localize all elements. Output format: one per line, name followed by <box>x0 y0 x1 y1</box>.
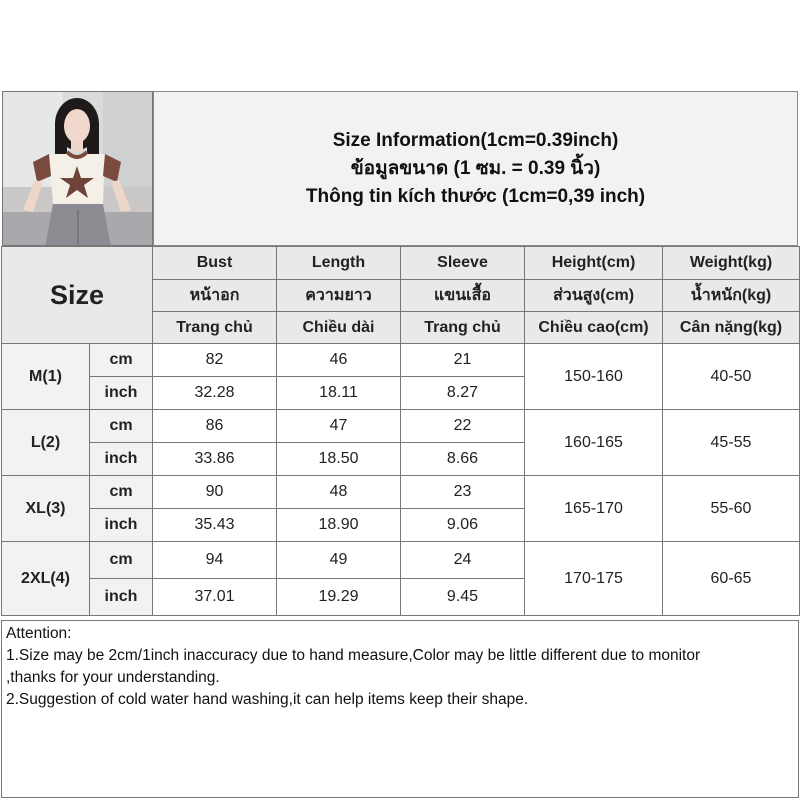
bust-cm: 86 <box>153 410 277 443</box>
height-range: 165-170 <box>525 476 663 542</box>
header-weight: Weight(kg) <box>663 247 800 280</box>
height-range: 170-175 <box>525 542 663 616</box>
length-inch: 19.29 <box>277 579 401 616</box>
height-range: 160-165 <box>525 410 663 476</box>
header-length-vi: Chiều dài <box>277 312 401 344</box>
sleeve-inch: 9.45 <box>401 579 525 616</box>
table-row <box>2 542 800 579</box>
header-height: Height(cm) <box>525 247 663 280</box>
length-cm: 48 <box>277 476 401 509</box>
header-row-english <box>2 247 800 280</box>
sleeve-cm: 21 <box>401 344 525 377</box>
bust-cm: 82 <box>153 344 277 377</box>
unit-inch: inch <box>90 377 153 410</box>
length-cm: 49 <box>277 542 401 579</box>
unit-inch: inch <box>90 443 153 476</box>
sleeve-inch: 8.27 <box>401 377 525 410</box>
bust-inch: 35.43 <box>153 509 277 542</box>
attention-notes <box>1 620 799 798</box>
header-length-thai: ความยาว <box>277 280 401 312</box>
table-row <box>2 344 800 377</box>
bust-inch: 33.86 <box>153 443 277 476</box>
length-cm: 47 <box>277 410 401 443</box>
unit-inch: inch <box>90 509 153 542</box>
title-vietnamese: Thông tin kích thước (1cm=0,39 inch) <box>305 185 646 207</box>
size-table <box>1 246 800 616</box>
attention-note-1: 1.Size may be 2cm/1inch inaccuracy due to hand measure,Color may be little different due to monitor <box>6 647 701 664</box>
header-sleeve: Sleeve <box>401 247 525 280</box>
sleeve-cm: 22 <box>401 410 525 443</box>
header-sleeve-thai: แขนเสื้อ <box>401 280 525 312</box>
size-label: L(2) <box>2 410 90 476</box>
header-height-thai: ส่วนสูง(cm) <box>525 280 663 312</box>
sleeve-cm: 23 <box>401 476 525 509</box>
sleeve-cm: 24 <box>401 542 525 579</box>
weight-range: 60-65 <box>663 542 800 616</box>
unit-cm: cm <box>90 542 153 579</box>
size-label: XL(3) <box>2 476 90 542</box>
header-length: Length <box>277 247 401 280</box>
sleeve-inch: 9.06 <box>401 509 525 542</box>
header-sleeve-vi: Trang chủ <box>401 312 525 344</box>
attention-heading: Attention: <box>6 625 72 642</box>
attention-note-1-cont: ,thanks for your understanding. <box>6 669 220 686</box>
product-photo <box>2 91 153 246</box>
size-header: Size <box>2 247 153 344</box>
unit-cm: cm <box>90 344 153 377</box>
bust-inch: 37.01 <box>153 579 277 616</box>
table-row <box>2 476 800 509</box>
bust-cm: 90 <box>153 476 277 509</box>
length-cm: 46 <box>277 344 401 377</box>
header-bust-vi: Trang chủ <box>153 312 277 344</box>
height-range: 150-160 <box>525 344 663 410</box>
unit-cm: cm <box>90 476 153 509</box>
size-label: M(1) <box>2 344 90 410</box>
header-weight-vi: Cân nặng(kg) <box>663 312 800 344</box>
weight-range: 40-50 <box>663 344 800 410</box>
size-label: 2XL(4) <box>2 542 90 616</box>
bust-cm: 94 <box>153 542 277 579</box>
length-inch: 18.11 <box>277 377 401 410</box>
bust-inch: 32.28 <box>153 377 277 410</box>
weight-range: 55-60 <box>663 476 800 542</box>
title-thai: ข้อมูลขนาด (1 ซม. = 0.39 นิ้ว) <box>350 157 601 179</box>
unit-inch: inch <box>90 579 153 616</box>
header-bust-thai: หน้าอก <box>153 280 277 312</box>
weight-range: 45-55 <box>663 410 800 476</box>
table-row <box>2 410 800 443</box>
title-english: Size Information(1cm=0.39inch) <box>332 129 619 151</box>
unit-cm: cm <box>90 410 153 443</box>
attention-note-2: 2.Suggestion of cold water hand washing,it can help items keep their shape. <box>6 691 529 708</box>
header-bust: Bust <box>153 247 277 280</box>
length-inch: 18.90 <box>277 509 401 542</box>
title-box <box>153 91 798 246</box>
header-weight-thai: น้ำหนัก(kg) <box>663 280 800 312</box>
sleeve-inch: 8.66 <box>401 443 525 476</box>
length-inch: 18.50 <box>277 443 401 476</box>
header-height-vi: Chiều cao(cm) <box>525 312 663 344</box>
